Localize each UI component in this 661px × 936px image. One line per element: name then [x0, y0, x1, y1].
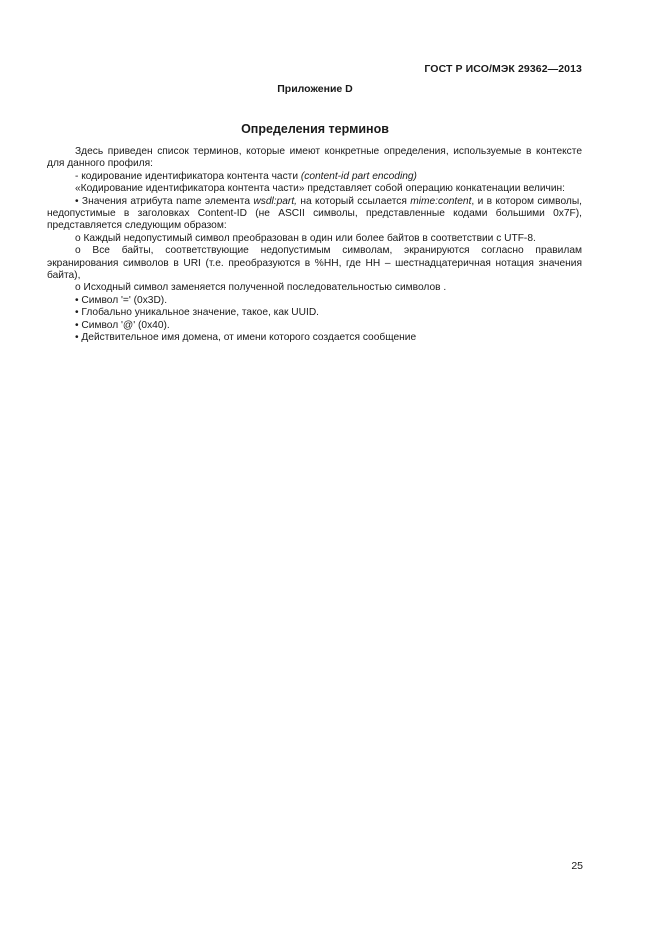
bullet-at-symbol: • Символ '@' (0x40). [75, 319, 170, 331]
sub-item-utf8: о Каждый недопустимый символ преобразован в один или более байтов в соответствии с UTF-8. [75, 232, 536, 244]
bullet-text-e: , и в котором символы, недопустимые в заголовках Content-ID (не ASCII символы, представленные кодами большими 0x7F), представляется следующим образом: [47, 195, 582, 232]
standard-designation: ГОСТ Р ИСО/МЭК 29362—2013 [424, 63, 582, 75]
bullet-text-c: на который ссылается [297, 195, 411, 207]
definition-paragraph: «Кодирование идентификатора контента части» представляет собой операцию конкатенации величин: [75, 183, 565, 195]
mime-content-term: mime:content [410, 195, 472, 207]
section-title: Определения терминов [241, 122, 389, 136]
bullet-uuid: • Глобально уникальное значение, такое, как UUID. [75, 307, 320, 319]
intro-paragraph: Здесь приведен список терминов, которые имеют конкретные определения, используемые в контексте для данного профиля: [47, 146, 582, 170]
bullet-text-a: • Значения атрибута name элемента [75, 195, 254, 207]
term-english: (content-id part encoding) [300, 170, 417, 182]
term-prefix: - кодирование идентификатора контента части [75, 170, 301, 182]
bullet-domain-name: • Действительное имя домена, от имени которого создается сообщение [75, 332, 417, 344]
term-line [47, 171, 582, 183]
bullet-attribute-values [47, 196, 582, 233]
page-number: 25 [571, 860, 583, 872]
sub-item-escaping: о Все байты, соответствующие недопустимым символам, экранируются согласно правилам экранирования символов в URI (т.е. преобразуются в %HH, где HH – шестнадцатеричная нотация значения байта), [47, 245, 582, 282]
body-text [47, 146, 582, 345]
annex-heading: Приложение D [277, 83, 353, 95]
bullet-equals-symbol: • Символ '=' (0x3D). [75, 294, 168, 306]
sub-item-replacement: о Исходный символ заменяется полученной последовательностью символов . [75, 282, 447, 294]
wsdl-part-term: wsdl:part, [253, 195, 297, 207]
